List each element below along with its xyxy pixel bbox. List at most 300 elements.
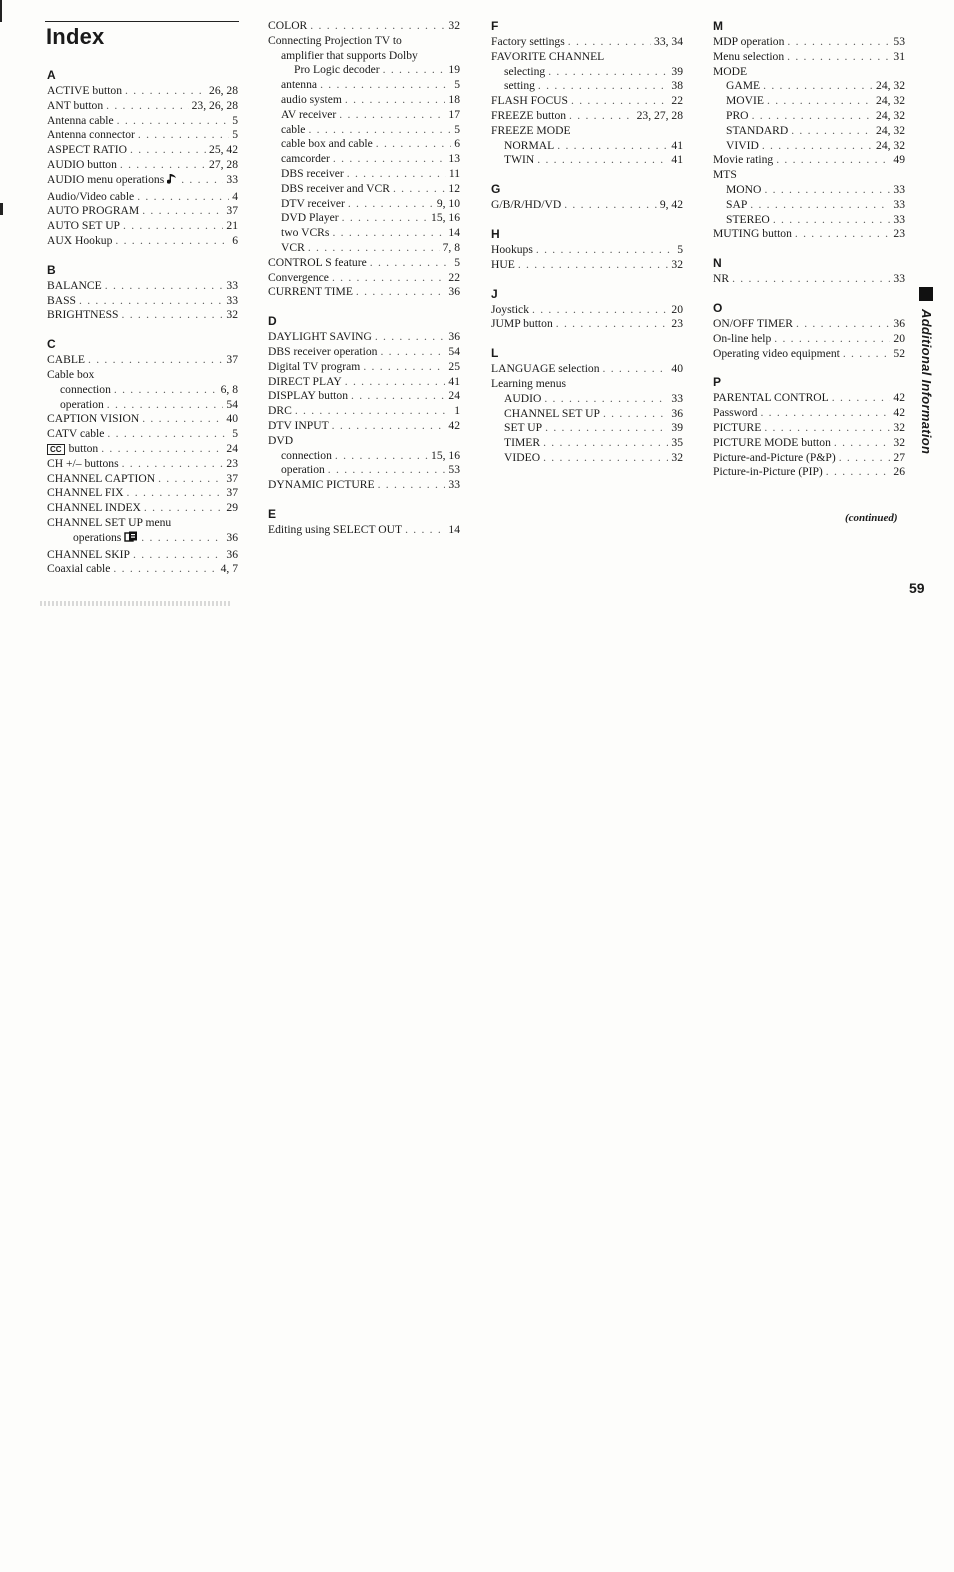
leader-dots bbox=[532, 303, 668, 318]
index-entry bbox=[491, 35, 683, 50]
index-entry bbox=[713, 272, 905, 287]
entry-term-text: CHANNEL SET UP bbox=[504, 406, 600, 420]
index-entry bbox=[268, 375, 460, 390]
entry-term-text: AUDIO menu operations bbox=[47, 172, 165, 186]
index-entry bbox=[47, 398, 238, 413]
entry-pages: 4 bbox=[232, 189, 238, 203]
entry-term bbox=[281, 226, 329, 241]
leader-dots bbox=[543, 451, 668, 466]
entry-term bbox=[268, 34, 402, 49]
index-entry bbox=[268, 523, 460, 538]
entry-pages: 36 bbox=[226, 547, 238, 561]
entry-term bbox=[268, 285, 353, 300]
entry-pages: 22 bbox=[671, 94, 683, 108]
entry-term-text: CURRENT TIME bbox=[268, 285, 353, 299]
index-entry bbox=[268, 34, 460, 49]
section-letter: E bbox=[268, 506, 277, 521]
entry-term-text: amplifier that supports Dolby bbox=[281, 48, 418, 62]
entry-term-text: SET UP bbox=[504, 421, 543, 435]
entry-pages: 24, 32 bbox=[876, 79, 905, 93]
leader-dots bbox=[144, 501, 223, 516]
index-entry bbox=[47, 472, 238, 487]
entry-term-text: DBS receiver bbox=[281, 166, 344, 180]
entry-term bbox=[726, 109, 749, 124]
edge-mark bbox=[0, 0, 2, 22]
entry-term-text: CONTROL S feature bbox=[268, 255, 367, 269]
entry-term-text: AUDIO button bbox=[47, 157, 117, 171]
leader-dots bbox=[767, 94, 873, 109]
leader-dots bbox=[363, 360, 445, 375]
index-entry bbox=[491, 392, 683, 407]
index-entry bbox=[713, 109, 905, 124]
index-entry bbox=[713, 347, 905, 362]
index-entry bbox=[268, 285, 460, 300]
leader-dots bbox=[105, 279, 224, 294]
index-entry bbox=[713, 168, 905, 183]
entry-term-text: PRO bbox=[726, 108, 749, 122]
leader-dots bbox=[834, 436, 891, 451]
entry-term-text: LANGUAGE selection bbox=[491, 362, 600, 376]
entry-pages: 7, 8 bbox=[442, 240, 460, 254]
entry-term-text: NORMAL bbox=[504, 138, 555, 152]
leader-dots bbox=[776, 153, 890, 168]
index-entry bbox=[47, 234, 238, 249]
leader-dots bbox=[122, 308, 224, 323]
index-entry bbox=[713, 406, 905, 421]
leader-dots bbox=[732, 272, 890, 287]
entry-term-text: GAME bbox=[726, 79, 761, 93]
leader-dots bbox=[339, 108, 445, 123]
entry-term-text: G/B/R/HD/VD bbox=[491, 198, 562, 212]
entry-term bbox=[47, 234, 112, 249]
entry-term bbox=[491, 94, 568, 109]
entry-term-text: VIDEO bbox=[504, 450, 541, 464]
entry-pages: 24 bbox=[226, 441, 238, 455]
leader-dots bbox=[405, 523, 445, 538]
index-column-1 bbox=[47, 68, 238, 577]
entry-term bbox=[47, 562, 110, 577]
entry-term-text: button bbox=[68, 441, 99, 455]
entry-term bbox=[491, 377, 566, 392]
index-entry bbox=[47, 219, 238, 234]
index-section bbox=[47, 68, 238, 249]
index-entry bbox=[268, 123, 460, 138]
entry-term-text: AV receiver bbox=[281, 107, 337, 121]
entry-pages: 22 bbox=[448, 270, 460, 284]
leader-dots bbox=[320, 78, 451, 93]
entry-term bbox=[281, 241, 305, 256]
leader-dots bbox=[762, 139, 873, 154]
leader-dots bbox=[138, 128, 229, 143]
index-entry bbox=[268, 449, 460, 464]
entry-pages: 41 bbox=[671, 138, 683, 152]
index-entry bbox=[713, 50, 905, 65]
leader-dots bbox=[832, 391, 891, 406]
index-column-4 bbox=[713, 19, 905, 480]
entry-pages: 29 bbox=[226, 501, 238, 515]
entry-term bbox=[504, 153, 534, 168]
index-entry bbox=[491, 421, 683, 436]
entry-term-text: AUTO PROGRAM bbox=[47, 204, 140, 218]
index-entry bbox=[47, 562, 238, 577]
leader-dots bbox=[538, 79, 668, 94]
entry-pages: 41 bbox=[448, 374, 460, 388]
index-entry bbox=[491, 124, 683, 139]
entry-term-text: connection bbox=[281, 448, 332, 462]
entry-term-text: NR bbox=[713, 272, 730, 286]
index-entry bbox=[713, 153, 905, 168]
index-entry bbox=[491, 139, 683, 154]
entry-pages: 20 bbox=[893, 331, 905, 345]
entry-term-text: HUE bbox=[491, 257, 515, 271]
leader-dots bbox=[760, 406, 890, 421]
index-entry bbox=[491, 451, 683, 466]
entry-pages: 23, 26, 28 bbox=[191, 98, 238, 112]
leader-dots bbox=[113, 562, 217, 577]
entry-term bbox=[504, 407, 600, 422]
index-section bbox=[713, 19, 905, 242]
entry-pages: 33 bbox=[226, 172, 238, 186]
entry-term bbox=[713, 391, 829, 406]
index-entry bbox=[491, 377, 683, 392]
entry-pages: 19 bbox=[448, 63, 460, 77]
entry-term bbox=[713, 421, 761, 436]
entry-pages: 33 bbox=[226, 293, 238, 307]
entry-term bbox=[268, 404, 292, 419]
leader-dots bbox=[603, 362, 669, 377]
title-rule bbox=[45, 21, 239, 22]
index-entry bbox=[713, 183, 905, 198]
index-entry bbox=[268, 256, 460, 271]
entry-term bbox=[713, 272, 729, 287]
leader-dots bbox=[568, 35, 651, 50]
index-entry bbox=[47, 173, 238, 190]
entry-term bbox=[504, 392, 541, 407]
entry-pages: 18 bbox=[448, 92, 460, 106]
index-entry bbox=[268, 93, 460, 108]
index-entry bbox=[491, 109, 683, 124]
leader-dots bbox=[545, 421, 668, 436]
entry-term-text: ACTIVE button bbox=[47, 84, 123, 97]
entry-pages: 32 bbox=[893, 435, 905, 449]
entry-term-text: Picture-and-Picture (P&P) bbox=[713, 450, 836, 464]
entry-term-text: Digital TV program bbox=[268, 359, 361, 373]
leader-dots bbox=[356, 285, 445, 300]
entry-term bbox=[726, 79, 760, 94]
index-entry bbox=[713, 124, 905, 139]
index-entry bbox=[47, 486, 238, 501]
page-title: Index bbox=[46, 24, 105, 49]
entry-pages: 37 bbox=[226, 204, 238, 218]
index-section bbox=[268, 19, 460, 300]
leader-dots bbox=[378, 478, 446, 493]
leader-dots bbox=[787, 35, 890, 50]
continued-note: (continued) bbox=[845, 512, 898, 524]
index-entry bbox=[268, 226, 460, 241]
index-entry bbox=[713, 332, 905, 347]
leader-dots bbox=[328, 463, 446, 478]
entry-term-text: ASPECT RATIO bbox=[47, 143, 127, 157]
leader-dots bbox=[107, 398, 224, 413]
entry-term-text: PICTURE bbox=[713, 420, 762, 434]
entry-term bbox=[713, 347, 840, 362]
entry-term-text: MUTING button bbox=[713, 227, 792, 241]
entry-term-text: Cable box bbox=[47, 367, 95, 381]
leader-dots bbox=[536, 243, 674, 258]
entry-term-text: audio system bbox=[281, 92, 342, 106]
entry-term-text: STEREO bbox=[726, 212, 770, 226]
entry-pages: 32 bbox=[226, 308, 238, 322]
entry-term-text: CABLE bbox=[47, 353, 86, 367]
entry-term bbox=[47, 128, 135, 143]
entry-term bbox=[504, 451, 540, 466]
entry-term-text: COLOR bbox=[268, 19, 308, 32]
index-entry bbox=[268, 330, 460, 345]
entry-term-text: DTV receiver bbox=[281, 196, 345, 210]
entry-term bbox=[47, 548, 130, 563]
entry-term-text: Factory settings bbox=[491, 35, 565, 48]
entry-term bbox=[47, 472, 155, 487]
leader-dots bbox=[101, 442, 223, 457]
entry-term bbox=[281, 123, 305, 138]
entry-term bbox=[47, 457, 119, 472]
entry-term-text: FLASH FOCUS bbox=[491, 94, 568, 108]
index-entry bbox=[268, 241, 460, 256]
entry-term-text: Pro Logic decoder bbox=[294, 63, 380, 77]
entry-pages: 9, 42 bbox=[659, 198, 683, 212]
leader-dots bbox=[79, 294, 223, 309]
entry-term bbox=[47, 158, 117, 173]
leader-dots bbox=[88, 353, 223, 368]
entry-pages: 42 bbox=[448, 418, 460, 432]
entry-term-text: PARENTAL CONTROL bbox=[713, 391, 829, 405]
leader-dots bbox=[120, 158, 206, 173]
index-entry bbox=[713, 65, 905, 80]
index-entry bbox=[47, 548, 238, 563]
entry-term-text: DBS receiver operation bbox=[268, 344, 378, 358]
entry-term bbox=[491, 243, 533, 258]
entry-pages: 37 bbox=[226, 353, 238, 367]
entry-pages: 26 bbox=[893, 465, 905, 479]
entry-term bbox=[281, 137, 373, 152]
leader-dots bbox=[375, 330, 446, 345]
section-tab-marker bbox=[919, 287, 933, 301]
entry-term bbox=[73, 531, 138, 548]
entry-term bbox=[726, 198, 747, 213]
leader-dots bbox=[133, 548, 223, 563]
leader-dots bbox=[544, 392, 668, 407]
leader-dots bbox=[107, 427, 229, 442]
entry-term-text: VIVID bbox=[726, 138, 759, 152]
index-entry bbox=[268, 419, 460, 434]
entry-term bbox=[47, 353, 85, 368]
leader-dots bbox=[335, 449, 428, 464]
entry-term bbox=[713, 65, 747, 80]
entry-term-text: cable box and cable bbox=[281, 137, 373, 151]
entry-term bbox=[491, 362, 600, 377]
entry-pages: 23 bbox=[226, 456, 238, 470]
entry-term-text: DBS receiver and VCR bbox=[281, 181, 390, 195]
entry-pages: 13 bbox=[448, 152, 460, 166]
entry-term bbox=[47, 427, 104, 442]
entry-term-text: MONO bbox=[726, 182, 762, 196]
index-entry bbox=[491, 65, 683, 80]
index-column-2 bbox=[268, 19, 460, 538]
entry-pages: 54 bbox=[448, 344, 460, 358]
entry-term bbox=[491, 198, 561, 213]
entry-term-text: CHANNEL CAPTION bbox=[47, 471, 156, 485]
index-section bbox=[47, 263, 238, 323]
entry-pages: 40 bbox=[226, 412, 238, 426]
index-entry bbox=[268, 434, 460, 449]
index-section bbox=[491, 346, 683, 466]
index-entry bbox=[491, 198, 683, 213]
index-entry bbox=[268, 211, 460, 226]
entry-pages: 41 bbox=[671, 153, 683, 167]
entry-pages: 33 bbox=[893, 197, 905, 211]
section-letter: P bbox=[713, 375, 722, 390]
index-entry bbox=[268, 78, 460, 93]
entry-term bbox=[713, 332, 771, 347]
entry-term bbox=[268, 256, 367, 271]
leader-dots bbox=[839, 451, 891, 466]
entry-term bbox=[268, 389, 348, 404]
entry-pages: 14 bbox=[448, 522, 460, 536]
leader-dots bbox=[537, 153, 668, 168]
entry-term-text: Password bbox=[713, 406, 758, 420]
leader-dots bbox=[122, 457, 224, 472]
entry-term-text: MDP operation bbox=[713, 35, 785, 48]
leader-dots bbox=[518, 258, 669, 273]
entry-term bbox=[713, 436, 831, 451]
entry-pages: 53 bbox=[448, 463, 460, 477]
leader-dots bbox=[569, 109, 634, 124]
leader-dots bbox=[843, 347, 891, 362]
entry-term-text: antenna bbox=[281, 78, 318, 92]
leader-dots bbox=[750, 198, 890, 213]
entry-term-text: DVD Player bbox=[281, 211, 339, 225]
entry-pages: 5 bbox=[454, 255, 460, 269]
entry-pages: 27 bbox=[893, 450, 905, 464]
leader-dots bbox=[764, 183, 890, 198]
entry-term bbox=[504, 421, 542, 436]
entry-term-text: Picture-in-Picture (PIP) bbox=[713, 465, 823, 479]
index-entry bbox=[47, 204, 238, 219]
entry-term bbox=[47, 442, 98, 457]
index-entry bbox=[268, 63, 460, 78]
entry-pages: 5 bbox=[454, 122, 460, 136]
leader-dots bbox=[142, 204, 223, 219]
entry-pages: 32 bbox=[448, 19, 460, 32]
entry-term-text: AUTO SET UP bbox=[47, 219, 121, 233]
index-entry bbox=[47, 383, 238, 398]
channel-menu-icon bbox=[124, 531, 138, 548]
entry-term-text: BRIGHTNESS bbox=[47, 308, 119, 322]
leader-dots bbox=[773, 213, 891, 228]
leader-dots bbox=[308, 241, 440, 256]
section-letter: C bbox=[47, 337, 56, 352]
leader-dots bbox=[295, 404, 451, 419]
entry-term-text: operation bbox=[281, 463, 325, 477]
entry-term bbox=[47, 308, 119, 323]
index-entry bbox=[713, 451, 905, 466]
entry-term-text: CATV cable bbox=[47, 427, 105, 441]
section-letter: G bbox=[491, 182, 501, 197]
leader-dots bbox=[125, 84, 206, 99]
leader-dots bbox=[543, 436, 668, 451]
index-entry bbox=[47, 99, 238, 114]
entry-term bbox=[268, 419, 329, 434]
entry-term-text: Audio/Video cable bbox=[47, 189, 135, 203]
entry-pages: 32 bbox=[893, 420, 905, 434]
entry-term-text: JUMP button bbox=[491, 317, 553, 331]
index-entry bbox=[47, 501, 238, 516]
index-entry bbox=[268, 152, 460, 167]
entry-term bbox=[47, 219, 120, 234]
entry-term bbox=[713, 451, 836, 466]
leader-dots bbox=[347, 167, 446, 182]
index-entry bbox=[268, 404, 460, 419]
entry-term bbox=[47, 486, 124, 501]
section-letter: O bbox=[713, 300, 723, 315]
entry-pages: 32 bbox=[671, 257, 683, 271]
section-tab-label: Additional Information bbox=[919, 309, 934, 455]
entry-term-text: Hookups bbox=[491, 242, 533, 256]
index-entry bbox=[47, 128, 238, 143]
entry-pages: 23 bbox=[893, 227, 905, 241]
entry-term-text: TIMER bbox=[504, 436, 541, 450]
entry-pages: 37 bbox=[226, 486, 238, 500]
entry-term-text: BALANCE bbox=[47, 278, 102, 292]
index-entry bbox=[491, 94, 683, 109]
index-entry bbox=[491, 153, 683, 168]
entry-term bbox=[713, 227, 792, 242]
entry-pages: 25, 42 bbox=[209, 143, 238, 157]
leader-dots bbox=[308, 123, 451, 138]
leader-dots bbox=[603, 407, 668, 422]
index-entry bbox=[491, 243, 683, 258]
cc-badge: CC bbox=[47, 444, 65, 455]
entry-pages: 6 bbox=[232, 233, 238, 247]
entry-pages: 36 bbox=[671, 406, 683, 420]
leader-dots bbox=[114, 383, 218, 398]
leader-dots bbox=[752, 109, 873, 124]
entry-term-text: DISPLAY button bbox=[268, 389, 348, 403]
entry-term-text: MTS bbox=[713, 168, 737, 182]
entry-term-text: Convergence bbox=[268, 270, 329, 284]
leader-dots bbox=[130, 143, 206, 158]
entry-term bbox=[268, 330, 372, 345]
index-entry bbox=[268, 49, 460, 64]
entry-term-text: setting bbox=[504, 79, 535, 93]
index-entry bbox=[491, 362, 683, 377]
entry-pages: 36 bbox=[448, 285, 460, 299]
entry-term-text: SAP bbox=[726, 197, 748, 211]
index-entry bbox=[713, 213, 905, 228]
entry-pages: 33, 34 bbox=[654, 35, 683, 48]
leader-dots bbox=[106, 99, 188, 114]
section-letter: J bbox=[491, 286, 498, 301]
entry-term bbox=[491, 50, 604, 65]
leader-dots bbox=[763, 79, 873, 94]
entry-pages: 9, 10 bbox=[436, 196, 460, 210]
entry-term bbox=[713, 406, 757, 421]
index-entry bbox=[47, 190, 238, 205]
entry-term bbox=[268, 271, 329, 286]
entry-term bbox=[726, 124, 788, 139]
entry-term-text: two VCRs bbox=[281, 226, 330, 240]
entry-term bbox=[47, 279, 102, 294]
